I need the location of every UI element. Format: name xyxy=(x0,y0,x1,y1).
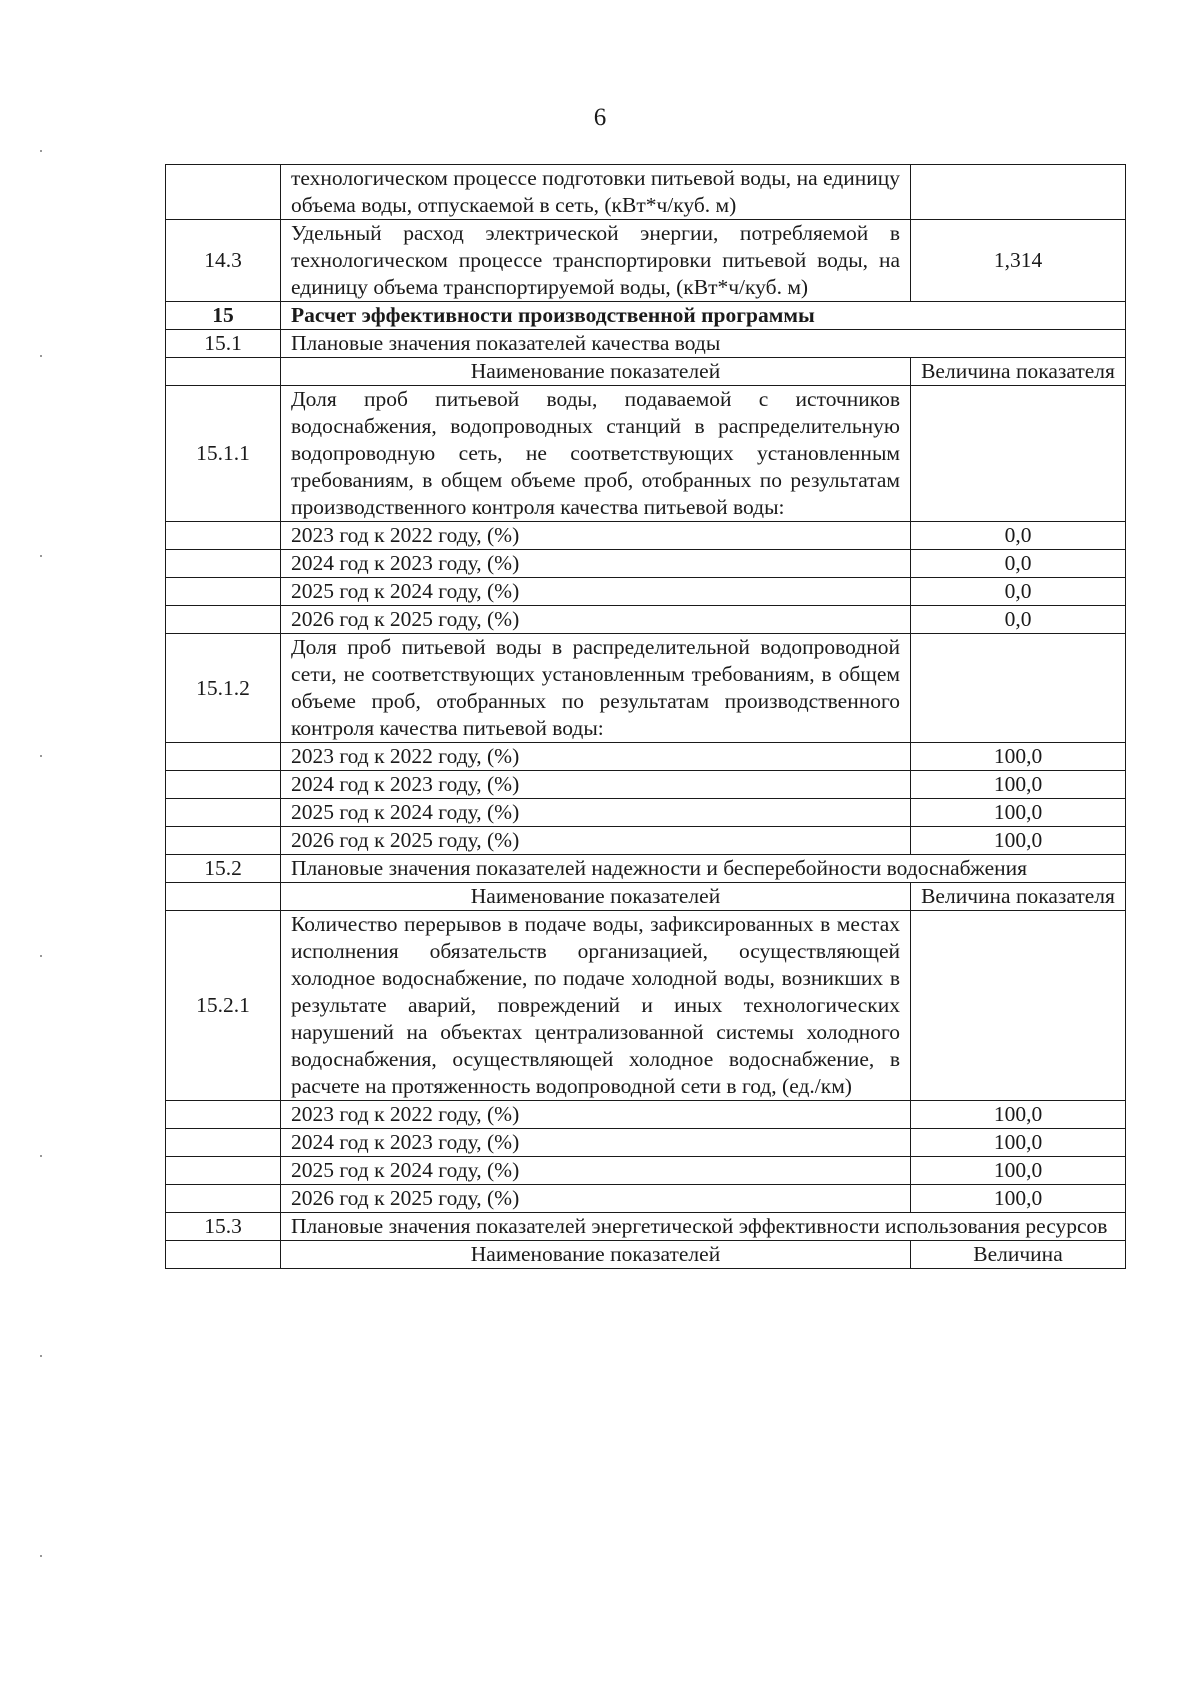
table-row xyxy=(166,1129,1126,1157)
table-row xyxy=(166,302,1126,330)
row-number: 15.1 xyxy=(166,330,281,358)
table-row xyxy=(166,522,1126,550)
indicator-name: технологическом процессе подготовки питьевой воды, на единицу объема воды, отпускаемой в сеть, (кВт*ч/куб. м) xyxy=(281,165,911,220)
indicator-value: 0,0 xyxy=(911,522,1126,550)
table-row xyxy=(166,165,1126,220)
indicator-value xyxy=(911,165,1126,220)
table-row xyxy=(166,883,1126,911)
group-title: Плановые значения показателей качества воды xyxy=(281,330,1126,358)
row-number: 15.3 xyxy=(166,1213,281,1241)
group-title: Плановые значения показателей надежности и бесперебойности водоснабжения xyxy=(281,855,1126,883)
table-row xyxy=(166,1157,1126,1185)
row-number xyxy=(166,1157,281,1185)
column-header-value: Величина xyxy=(911,1241,1126,1269)
row-number xyxy=(166,358,281,386)
indicator-value: 0,0 xyxy=(911,550,1126,578)
page-number: 6 xyxy=(593,104,607,131)
indicator-name: 2026 год к 2025 году, (%) xyxy=(281,827,911,855)
column-header-name: Наименование показателей xyxy=(281,883,911,911)
indicator-value: 100,0 xyxy=(911,1157,1126,1185)
column-header-name: Наименование показателей xyxy=(281,358,911,386)
indicator-value xyxy=(911,911,1126,1101)
table-row xyxy=(166,578,1126,606)
row-number xyxy=(166,1185,281,1213)
indicator-table xyxy=(165,164,1126,1269)
table-row xyxy=(166,1241,1126,1269)
table-row xyxy=(166,1213,1126,1241)
indicator-name: 2026 год к 2025 году, (%) xyxy=(281,606,911,634)
indicator-value: 1,314 xyxy=(911,220,1126,302)
row-number: 14.3 xyxy=(166,220,281,302)
indicator-value: 100,0 xyxy=(911,1185,1126,1213)
indicator-name: Удельный расход электрической энергии, потребляемой в технологическом процессе транспортировки питьевой воды, на единицу объема транспортируемой воды, (кВт*ч/куб. м) xyxy=(281,220,911,302)
row-number xyxy=(166,827,281,855)
indicator-name: 2023 год к 2022 году, (%) xyxy=(281,1101,911,1129)
row-number xyxy=(166,1129,281,1157)
indicator-value: 100,0 xyxy=(911,827,1126,855)
table-row xyxy=(166,911,1126,1101)
row-number: 15.2 xyxy=(166,855,281,883)
row-number xyxy=(166,743,281,771)
table-row xyxy=(166,634,1126,743)
row-number xyxy=(166,1101,281,1129)
row-number: 15.1.2 xyxy=(166,634,281,743)
indicator-value: 0,0 xyxy=(911,606,1126,634)
table-row xyxy=(166,827,1126,855)
row-number: 15.2.1 xyxy=(166,911,281,1101)
row-number xyxy=(166,799,281,827)
row-number xyxy=(166,883,281,911)
table-row xyxy=(166,550,1126,578)
section-title: Расчет эффективности производственной программы xyxy=(281,302,1126,330)
table-row xyxy=(166,358,1126,386)
row-number xyxy=(166,522,281,550)
table-row xyxy=(166,606,1126,634)
section-number: 15 xyxy=(166,302,281,330)
row-number xyxy=(166,1241,281,1269)
indicator-name: 2023 год к 2022 году, (%) xyxy=(281,743,911,771)
indicator-name: 2023 год к 2022 году, (%) xyxy=(281,522,911,550)
row-number xyxy=(166,578,281,606)
indicator-name: Доля проб питьевой воды, подаваемой с источников водоснабжения, водопроводных станций в распределительную водопроводную сеть, не соответствующих установленным требованиям, в общем объеме проб, отобранных по результатам производственного контроля качества питьевой воды: xyxy=(281,386,911,522)
column-header-value: Величина показателя xyxy=(911,358,1126,386)
indicator-value: 100,0 xyxy=(911,1129,1126,1157)
table-row xyxy=(166,855,1126,883)
table-row xyxy=(166,771,1126,799)
table-row xyxy=(166,330,1126,358)
group-title: Плановые значения показателей энергетической эффективности использования ресурсов xyxy=(281,1213,1126,1241)
indicator-name: Количество перерывов в подаче воды, зафиксированных в местах исполнения обязательств организацией, осуществляющей холодное водоснабжение, по подаче холодной воды, возникших в результате аварий, повреждений и иных технологических нарушений на объектах централизованной системы холодного водоснабжения, осуществляющей холодное водоснабжение, в расчете на протяженность водопроводной сети в год, (ед./км) xyxy=(281,911,911,1101)
table-row xyxy=(166,1185,1126,1213)
table-row xyxy=(166,743,1126,771)
row-number xyxy=(166,771,281,799)
indicator-value xyxy=(911,386,1126,522)
indicator-value: 100,0 xyxy=(911,799,1126,827)
indicator-name: Доля проб питьевой воды в распределительной водопроводной сети, не соответствующих установленным требованиям, в общем объеме проб, отобранных по результатам производственного контроля качества питьевой воды: xyxy=(281,634,911,743)
column-header-value: Величина показателя xyxy=(911,883,1126,911)
row-number xyxy=(166,606,281,634)
row-number xyxy=(166,550,281,578)
indicator-name: 2025 год к 2024 году, (%) xyxy=(281,1157,911,1185)
row-number xyxy=(166,165,281,220)
table-row xyxy=(166,220,1126,302)
table-row xyxy=(166,1101,1126,1129)
indicator-value: 100,0 xyxy=(911,743,1126,771)
table-row xyxy=(166,799,1126,827)
indicator-name: 2026 год к 2025 году, (%) xyxy=(281,1185,911,1213)
indicator-name: 2025 год к 2024 году, (%) xyxy=(281,578,911,606)
indicator-value: 0,0 xyxy=(911,578,1126,606)
indicator-value: 100,0 xyxy=(911,1101,1126,1129)
row-number: 15.1.1 xyxy=(166,386,281,522)
indicator-name: 2024 год к 2023 году, (%) xyxy=(281,771,911,799)
indicator-name: 2024 год к 2023 году, (%) xyxy=(281,550,911,578)
indicator-value: 100,0 xyxy=(911,771,1126,799)
indicator-name: 2025 год к 2024 году, (%) xyxy=(281,799,911,827)
indicator-value xyxy=(911,634,1126,743)
table-row xyxy=(166,386,1126,522)
indicator-name: 2024 год к 2023 году, (%) xyxy=(281,1129,911,1157)
column-header-name: Наименование показателей xyxy=(281,1241,911,1269)
